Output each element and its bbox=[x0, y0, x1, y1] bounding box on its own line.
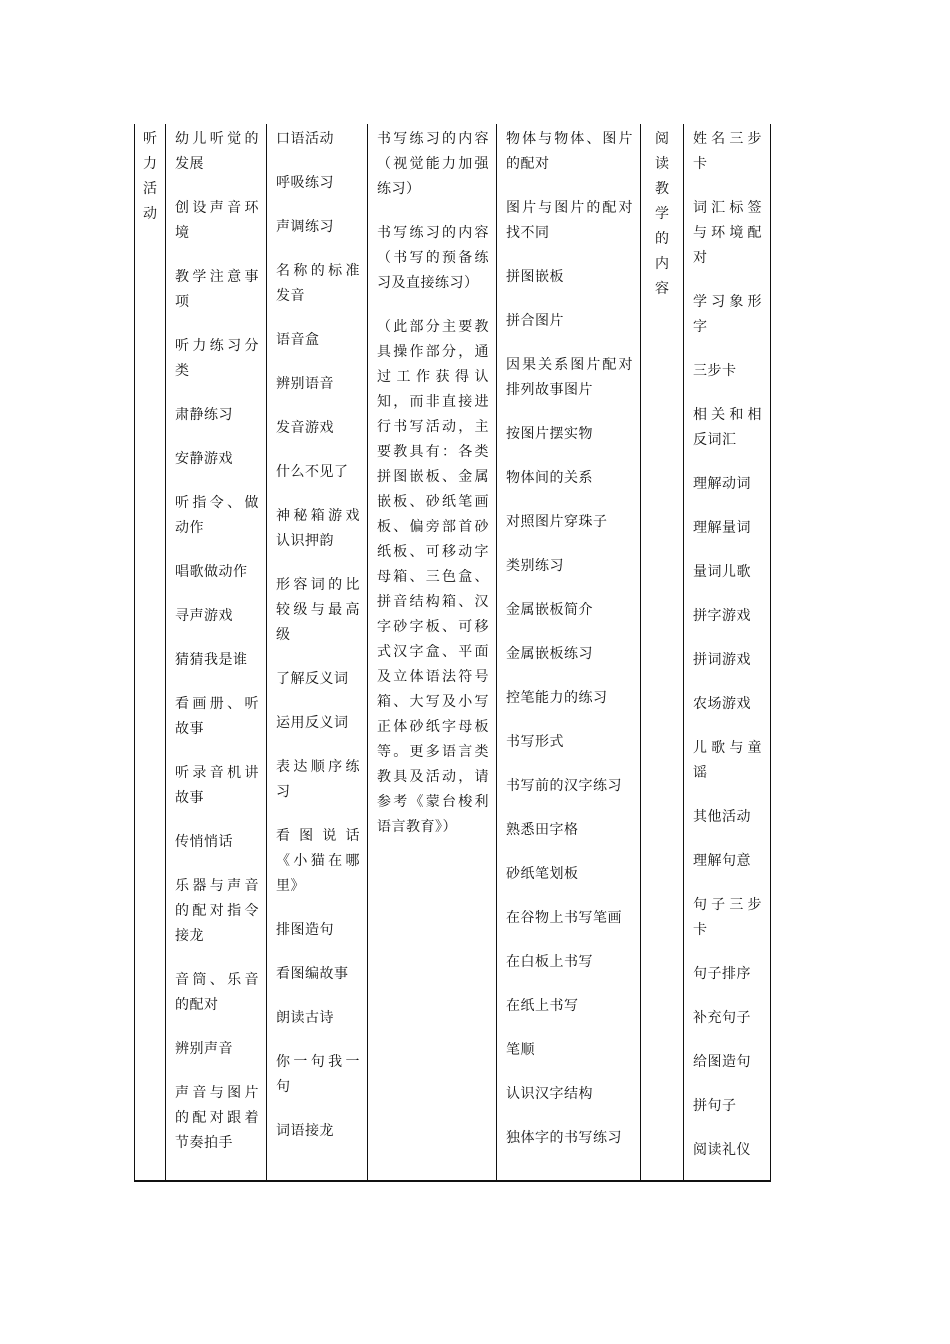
list-item: 表达顺序练习 bbox=[276, 759, 360, 800]
list-item: 发音游戏 bbox=[276, 420, 334, 436]
oral-items-list bbox=[276, 127, 360, 1163]
list-item: 创设声音环境 bbox=[175, 200, 259, 241]
list-item: 理解动词 bbox=[693, 476, 751, 492]
writing-items-list bbox=[506, 127, 633, 1170]
list-item: 幼儿听觉的发展 bbox=[175, 131, 259, 172]
vertical-title-reading bbox=[641, 127, 683, 302]
list-item: 拼图嵌板 bbox=[506, 269, 564, 285]
vertical-char: 阅 bbox=[655, 131, 669, 147]
list-item: 认识汉字结构 bbox=[506, 1086, 593, 1102]
list-item: 物体与物体、图片的配对 bbox=[506, 131, 633, 172]
list-item: 阅读礼仪 bbox=[693, 1142, 751, 1158]
list-item: 理解句意 bbox=[693, 853, 751, 869]
column-writing-items bbox=[497, 124, 641, 1180]
list-item: 书写形式 bbox=[506, 734, 564, 750]
list-item: 拼字游戏 bbox=[693, 608, 751, 624]
column-reading-items bbox=[684, 124, 771, 1180]
vertical-char: 教 bbox=[655, 181, 669, 197]
column-oral-items bbox=[267, 124, 368, 1180]
list-item: 肃静练习 bbox=[175, 407, 233, 423]
vertical-char: 学 bbox=[655, 206, 669, 222]
list-item: 图片与图片的配对找不同 bbox=[506, 200, 633, 241]
list-item: 名称的标准发音 bbox=[276, 263, 360, 304]
curriculum-table bbox=[134, 124, 771, 1182]
list-item: 神秘箱游戏认识押韵 bbox=[276, 508, 360, 549]
list-item: 理解量词 bbox=[693, 520, 751, 536]
list-item: 看图说话《小猫在哪里》 bbox=[276, 828, 360, 894]
list-item: 对照图片穿珠子 bbox=[506, 514, 608, 530]
list-item: 运用反义词 bbox=[276, 715, 349, 731]
list-item: 给图造句 bbox=[693, 1054, 751, 1070]
list-item: 口语活动 bbox=[276, 131, 334, 147]
list-item: 控笔能力的练习 bbox=[506, 690, 608, 706]
list-item: 辨别语音 bbox=[276, 376, 334, 392]
list-item: 看图编故事 bbox=[276, 966, 349, 982]
vertical-char: 动 bbox=[143, 206, 157, 222]
list-item: 三步卡 bbox=[693, 363, 737, 379]
column-reading-title bbox=[641, 124, 684, 1180]
list-item: 句子三步卡 bbox=[693, 897, 762, 938]
vertical-char: 活 bbox=[143, 181, 157, 197]
vertical-char: 读 bbox=[655, 156, 669, 172]
list-item: 寻声游戏 bbox=[175, 608, 233, 624]
list-item: 句子排序 bbox=[693, 966, 751, 982]
list-item: 砂纸笔划板 bbox=[506, 866, 579, 882]
listening-items-list bbox=[175, 127, 259, 1175]
list-item: 按图片摆实物 bbox=[506, 426, 593, 442]
list-item: 金属嵌板练习 bbox=[506, 646, 593, 662]
list-item: 在白板上书写 bbox=[506, 954, 593, 970]
list-item: 姓名三步卡 bbox=[693, 131, 762, 172]
list-item: 形容词的比较级与最高级 bbox=[276, 577, 360, 643]
list-item: 词语接龙 bbox=[276, 1123, 334, 1139]
list-item: 乐器与声音的配对指令接龙 bbox=[175, 878, 259, 944]
list-item: 在谷物上书写笔画 bbox=[506, 910, 622, 926]
list-item: 书写练习的内容（视觉能力加强练习） bbox=[377, 131, 489, 197]
list-item: 拼句子 bbox=[693, 1098, 737, 1114]
list-item: 猜猜我是谁 bbox=[175, 652, 248, 668]
list-item: 因果关系图片配对排列故事图片 bbox=[506, 357, 633, 398]
list-item: 教学注意事项 bbox=[175, 269, 259, 310]
list-item: 物体间的关系 bbox=[506, 470, 593, 486]
vertical-char: 听 bbox=[143, 131, 157, 147]
vertical-char: 容 bbox=[655, 281, 669, 297]
list-item: 量词儿歌 bbox=[693, 564, 751, 580]
list-item: 唱歌做动作 bbox=[175, 564, 248, 580]
vertical-char: 内 bbox=[655, 256, 669, 272]
list-item: 相关和相反词汇 bbox=[693, 407, 762, 448]
vertical-char: 力 bbox=[143, 156, 157, 172]
list-item: 在纸上书写 bbox=[506, 998, 579, 1014]
list-item: 词汇标签与环境配对 bbox=[693, 200, 762, 266]
list-item: 声音与图片的配对跟着节奏拍手 bbox=[175, 1085, 259, 1151]
writing-content-list bbox=[377, 127, 489, 859]
list-item: 传悄悄话 bbox=[175, 834, 233, 850]
list-item: 声调练习 bbox=[276, 219, 334, 235]
list-item: 听录音机讲故事 bbox=[175, 765, 259, 806]
column-writing-content bbox=[368, 124, 497, 1180]
list-item: 书写前的汉字练习 bbox=[506, 778, 622, 794]
list-item: 语音盒 bbox=[276, 332, 320, 348]
list-item: 熟悉田字格 bbox=[506, 822, 579, 838]
list-item: 金属嵌板简介 bbox=[506, 602, 593, 618]
list-item: 独体字的书写练习 bbox=[506, 1130, 622, 1146]
list-item: 音筒、乐音的配对 bbox=[175, 972, 259, 1013]
list-item: 呼吸练习 bbox=[276, 175, 334, 191]
list-item: 书写练习的内容（书写的预备练习及直接练习） bbox=[377, 225, 489, 291]
list-item: 安静游戏 bbox=[175, 451, 233, 467]
vertical-char: 的 bbox=[655, 231, 669, 247]
list-item: 笔顺 bbox=[506, 1042, 535, 1058]
list-item: 其他活动 bbox=[693, 809, 751, 825]
list-item: 拼合图片 bbox=[506, 313, 564, 329]
column-listening-title bbox=[134, 124, 166, 1180]
list-item: 儿歌与童谣 bbox=[693, 740, 762, 781]
list-item: 学习象形字 bbox=[693, 294, 762, 335]
list-item: 农场游戏 bbox=[693, 696, 751, 712]
list-item: 看画册、听故事 bbox=[175, 696, 259, 737]
vertical-title-listening bbox=[135, 127, 165, 227]
list-item: 拼词游戏 bbox=[693, 652, 751, 668]
list-item: 朗读古诗 bbox=[276, 1010, 334, 1026]
list-item: 什么不见了 bbox=[276, 464, 349, 480]
reading-items-list bbox=[693, 127, 762, 1182]
list-item: 你一句我一句 bbox=[276, 1054, 360, 1095]
list-item: 听指令、做动作 bbox=[175, 495, 259, 536]
list-item: 排图造句 bbox=[276, 922, 334, 938]
column-listening-items bbox=[166, 124, 267, 1180]
list-item: 辨别声音 bbox=[175, 1041, 233, 1057]
list-item: 补充句子 bbox=[693, 1010, 751, 1026]
list-item: 了解反义词 bbox=[276, 671, 349, 687]
list-item: 类别练习 bbox=[506, 558, 564, 574]
list-item: （此部分主要教具操作部分，通过工作获得认知，而非直接进行书写活动，主要教具有：各类拼图嵌板、金属嵌板、砂纸笔画板、偏旁部首砂纸板、可移动字母箱、三色盒、拼音结构箱、汉字砂字板、可移式汉字盒、平面及立体语法符号箱、大写及小写正体砂纸字母板等。更多语言类教具及活动，请参考《蒙台梭利语言教育》） bbox=[377, 319, 489, 835]
list-item: 听力练习分类 bbox=[175, 338, 259, 379]
